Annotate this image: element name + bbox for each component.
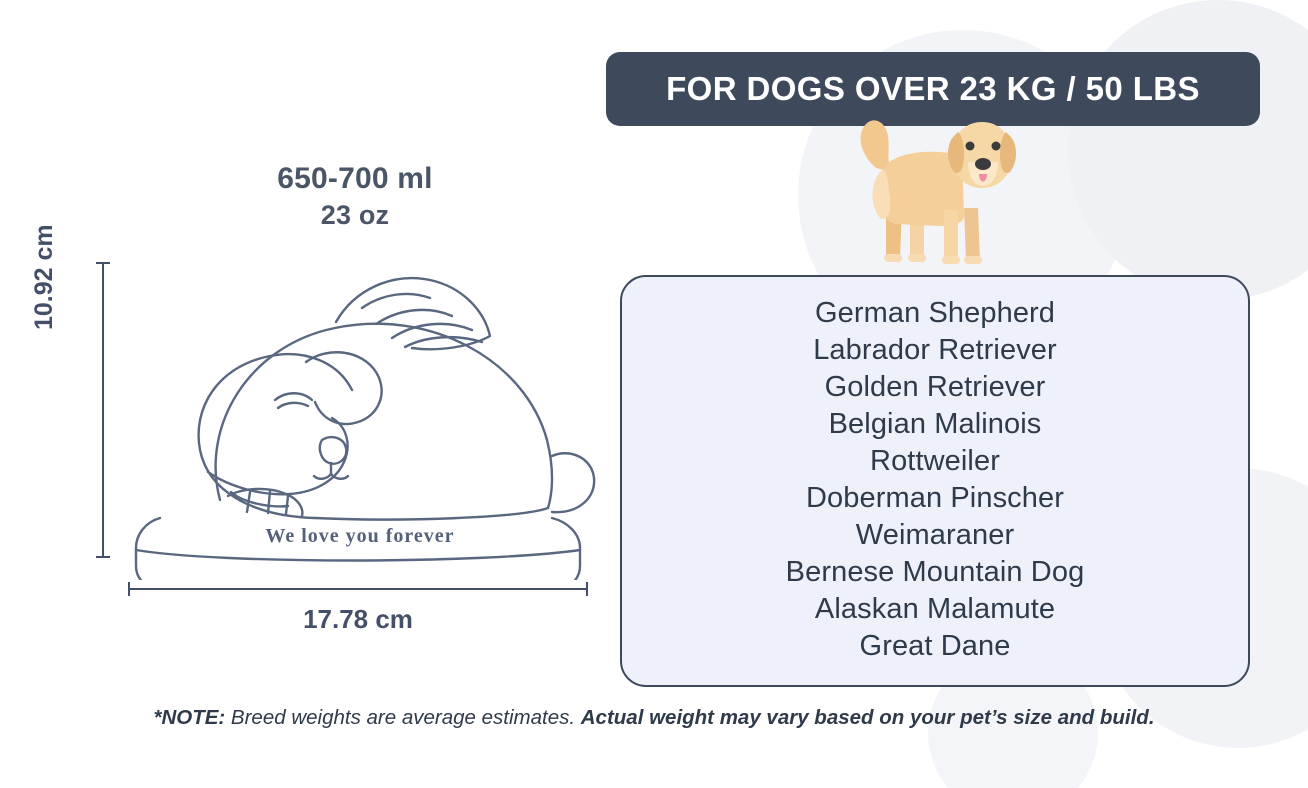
list-item: German Shepherd	[814, 297, 1056, 329]
list-item: Rottweiler	[870, 445, 1000, 477]
breed-list	[622, 295, 1248, 665]
list-item: Belgian Malinois	[828, 408, 1042, 440]
width-cap-right	[586, 582, 588, 596]
list-item: Bernese Mountain Dog	[785, 556, 1085, 588]
list-item: Doberman Pinscher	[806, 482, 1064, 514]
volume-oz: 23 oz	[320, 200, 390, 231]
banner-title: FOR DOGS OVER 23 KG / 50 LBS	[666, 70, 1200, 107]
width-dimension-line	[128, 582, 588, 596]
note-middle: Breed weights are average estimates.	[225, 706, 581, 729]
list-item: Golden Retriever	[824, 371, 1046, 403]
width-label: 17.78 cm	[303, 604, 413, 634]
list-item: Weimaraner	[855, 519, 1015, 551]
volume-label	[175, 160, 535, 233]
width-cap-left	[128, 582, 130, 596]
list-item: Great Dane	[859, 630, 1011, 662]
product-dimensions-panel	[0, 0, 610, 700]
note-emphasis: Actual weight may vary based on your pet’s size and build.	[580, 706, 1155, 729]
engraving-text: We love you forever	[265, 525, 455, 547]
width-line	[128, 588, 588, 590]
breed-list-box	[620, 275, 1250, 687]
list-item: Labrador Retriever	[813, 334, 1057, 366]
height-label: 10.92 cm	[30, 224, 58, 330]
golden-retriever-icon	[840, 110, 1020, 280]
volume-ml: 650-700 ml	[277, 162, 433, 195]
note-prefix: *NOTE:	[153, 706, 226, 729]
note-text	[0, 706, 1308, 730]
list-item: Alaskan Malamute	[814, 593, 1056, 625]
